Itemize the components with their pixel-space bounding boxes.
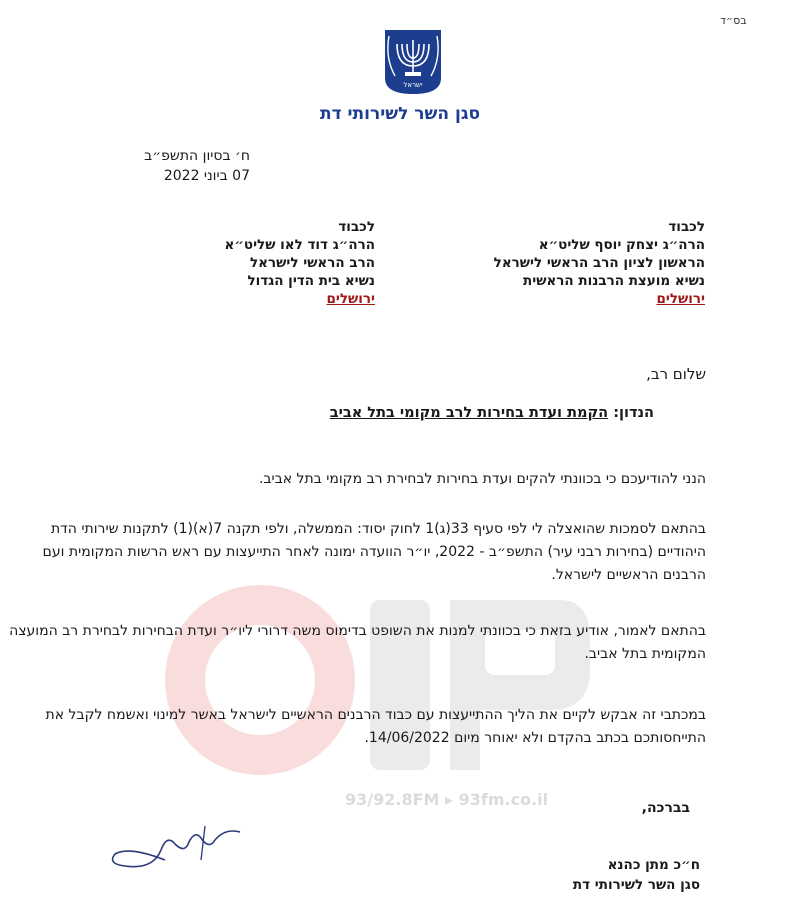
recipient-salutation: לכבוד xyxy=(338,219,375,235)
closing: בברכה, xyxy=(641,800,690,816)
signatory-block xyxy=(0,855,700,895)
recipient-title: הרב הראשי לישראל xyxy=(250,255,375,271)
gregorian-date: 07 ביוני 2022 xyxy=(163,168,250,184)
emblem-label: ישראל xyxy=(403,81,423,89)
recipient-salutation: לכבוד xyxy=(668,219,705,235)
recipient-title: נשיא מועצת הרבנות הראשית xyxy=(523,273,705,289)
body-paragraph: בהתאם לסמכות שהואצלה לי לפי סעיף 33(ג)1 לחוק יסוד: הממשלה, ולפי תקנה 7(א)(1) לתקנות שירותי הדת היהודיים (בחירות רבני עיר) התשפ״ב - 2022, יו״ר הוועדה ימונה לאחר התייעצות עם ראש הרשות המקומית ועם הרבנים הראשיים לישראל. xyxy=(42,521,706,583)
recipient-city: ירושלים xyxy=(326,291,375,307)
bsd-mark: בס״ד xyxy=(720,14,747,27)
recipient-address-1 xyxy=(460,218,705,308)
recipient-city: ירושלים xyxy=(656,291,705,307)
signatory-name: ח״כ מתן כהנא xyxy=(607,857,700,873)
date-block xyxy=(110,146,250,186)
greeting: שלום רב, xyxy=(646,365,706,383)
subject-text: הקמת ועדת בחירות לרב מקומי בתל אביב xyxy=(329,405,609,421)
recipient-name: הרה״ג דוד לאו שליט״א xyxy=(224,237,375,253)
subject-prefix: הנדון: xyxy=(613,405,654,421)
office-title: סגן השר לשירותי דת xyxy=(319,104,481,124)
subject-line xyxy=(0,405,654,421)
recipient-title: נשיא בית הדין הגדול xyxy=(247,273,375,289)
signatory-title: סגן השר לשירותי דת xyxy=(572,877,700,893)
watermark-url: 93/92.8FM ▸ 93fm.co.il xyxy=(345,790,549,809)
menorah-emblem-icon xyxy=(383,28,443,96)
recipient-name: הרה״ג יצחק יוסף שליט״א xyxy=(538,237,705,253)
body-paragraph: במכתבי זה אבקש לקיים את הליך ההתייעצות עם כבוד הרבנים הראשיים לישראל באשר למינוי ואשמח לקבל את התייחסותכם בכתב בהקדם ולא יאוחר מיום 14/06/2022. xyxy=(45,707,706,746)
recipient-address-2 xyxy=(150,218,375,308)
body-paragraph: הנני להודיעכם כי בכוונתי להקים ועדת בחירות לבחירת רב מקומי בתל אביב. xyxy=(258,471,706,487)
hebrew-date: ח׳ בסיון התשפ״ב xyxy=(144,148,250,164)
recipient-title: הראשון לציון הרב הראשי לישראל xyxy=(493,255,705,271)
body-paragraph: בהתאם לאמור, אודיע בזאת כי בכוונתי למנות את השופט בדימוס משה דרורי ליו״ר ועדת הבחירות לבחירת רב המועצה המקומית בתל אביב. xyxy=(9,623,706,662)
